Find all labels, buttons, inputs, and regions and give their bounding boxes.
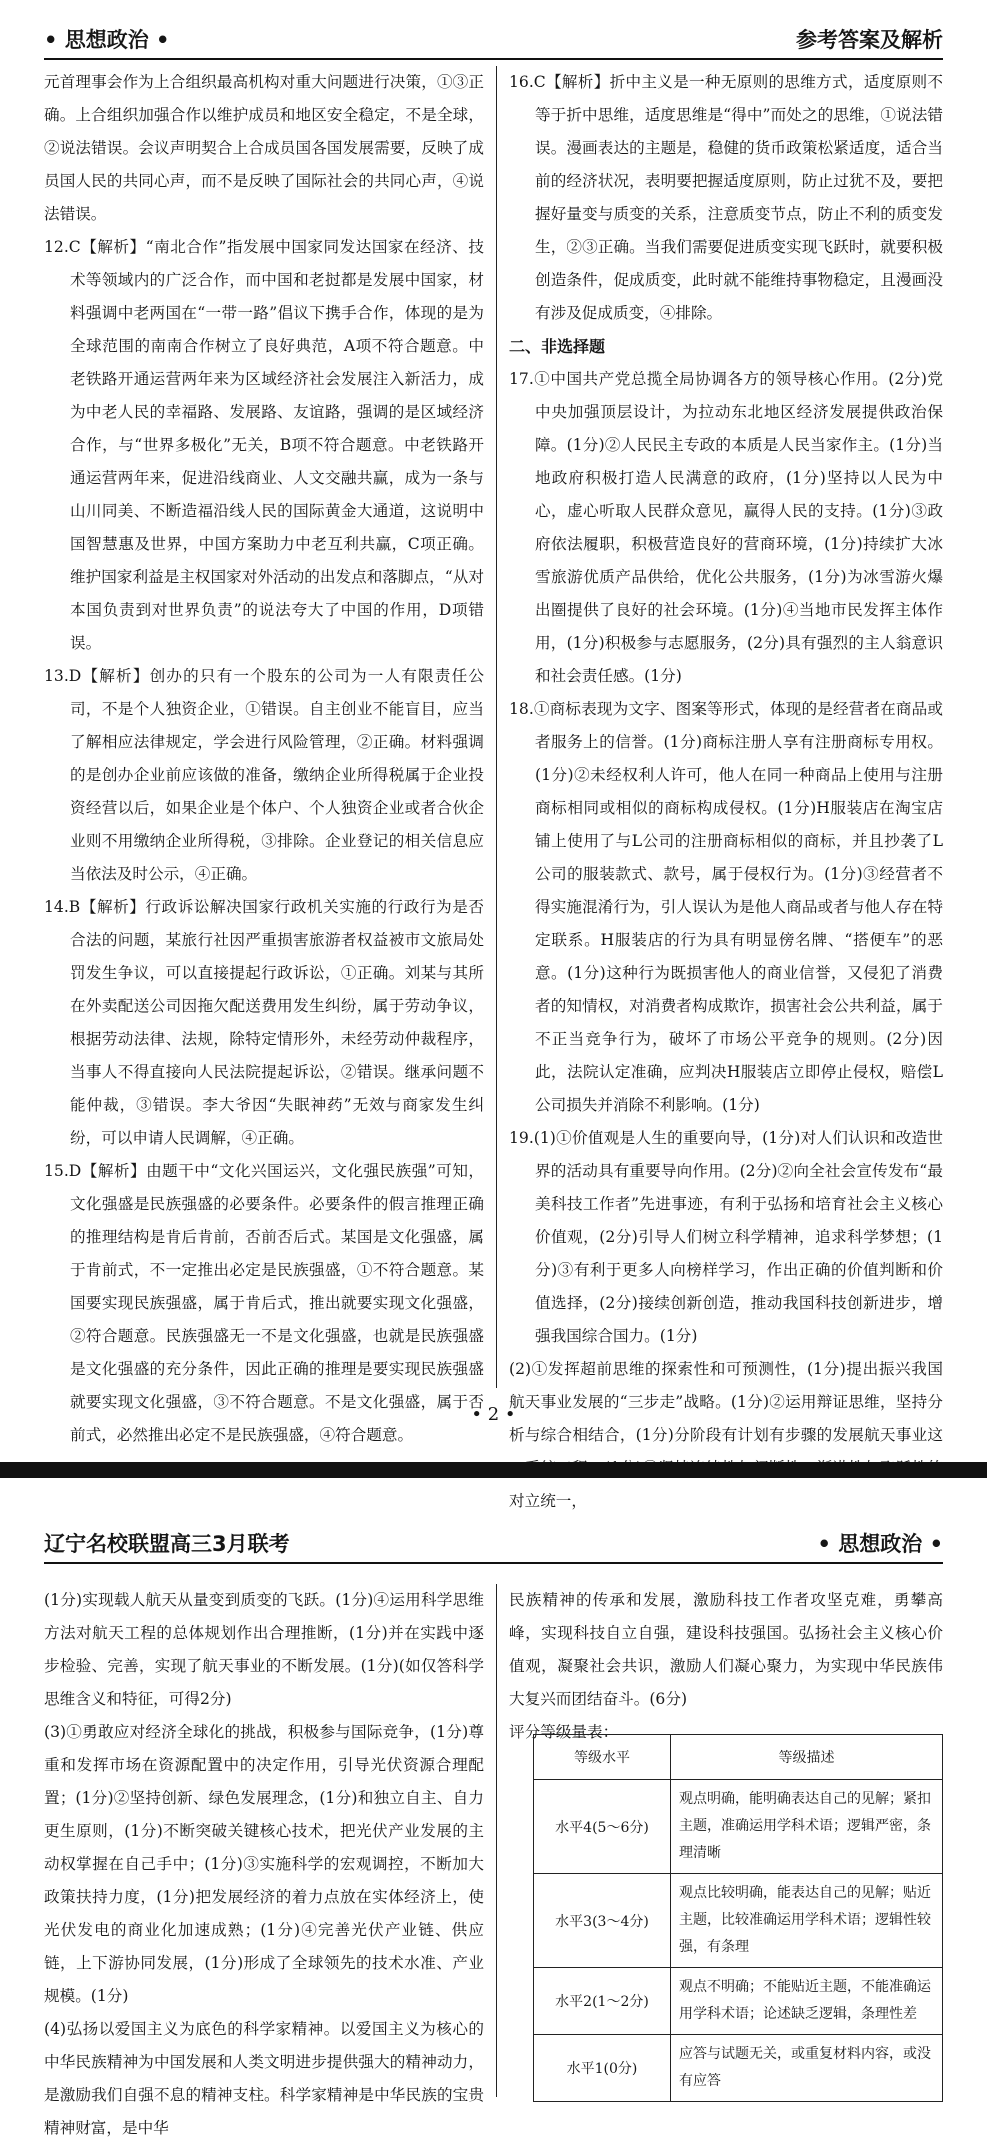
answer-19-part2: (2)①发挥超前思维的探索性和可预测性，(1分)提出振兴我国航天事业发展的“三步走”战略。(1分)②运用辩证思维，坚持分析与综合相结合，(1分)分阶段有计划有步骤的发展航天事业这 对立统一，: [509, 1360, 943, 1510]
answer-15: 15.D【解析】由题干中“文化兴国运兴，文化强民族强”可知，文化强盛是民族强盛的必要条件。必要条件的假言推理正确的推理结构是肯后肯前，否前否后式。某国是文化强盛，属于肯前式，不一定推出必定是民族强盛，①不符合题意。某国要实现民族强盛，属于肯后式，推出就要实现文化强盛，②符合题意。民族强盛无一不是文化强盛，也就是民族强盛是文化强盛的充分条件，因此正确的推理是要实现民族强盛就要实现文化强盛，③不符合题意。不是文化强盛，属于否前式，必然推出必定不是民族强盛，④符合题意。: [44, 1162, 484, 1444]
table-header-level: 等级水平: [534, 1735, 671, 1780]
section-heading-non-choice: 二、非选择题: [509, 337, 606, 356]
left-column-page3: [44, 1584, 484, 2137]
table-row: [534, 2035, 943, 2102]
level-cell: 水平2(1～2分): [534, 1968, 671, 2035]
page-header: [44, 1524, 943, 1564]
table-row: [534, 1968, 943, 2035]
exam-title: 辽宁名校联盟高三3月联考: [44, 1532, 290, 1556]
answer-13: 13.D【解析】创办的只有一个股东的公司为一人有限责任公司，不是个人独资企业，①错误。自主创业不能盲目，应当了解相应法律规定，学会进行风险管理，②正确。材料强调的是创办企业前应该做的准备，缴纳企业所得税属于企业投资经营以后，如果企业是个体户、个人独资企业或者合伙企业则不用缴纳企业所得税，③排除。企业登记的相关信息应当依法及时公示，④正确。: [44, 667, 484, 883]
grading-rubric-table: [533, 1734, 943, 2102]
subject-label: • 思想政治 •: [817, 1532, 943, 1556]
answer-11-continued: 元首理事会作为上合组织最高机构对重大问题进行决策，①③正确。上合组织加强合作以维护成员和地区安全稳定，不是全球，②说法错误。会议声明契合上合成员国各国发展需要，反映了成员国人民的共同心声，而不是反映了国际社会的共同心声，④说法错误。: [44, 73, 484, 223]
section-title: 参考答案及解析: [796, 28, 943, 52]
answer-19-part4: (4)弘扬以爱国主义为底色的科学家精神。以爱国主义为核心的中华民族精神为中国发展和人类文明进步提供强大的精神动力，是激励我们自强不息的精神支柱。科学家精神是中华民族的宝贵精神财富，是中华: [44, 2020, 484, 2137]
answer-12: 12.C【解析】“南北合作”指发展中国家同发达国家在经济、技术等领域内的广泛合作，而中国和老挝都是发展中国家，材料强调中老两国在“一带一路”倡议下携手合作，体现的是为全球范围的南南合作树立了良好典范，A项不符合题意。中老铁路开通运营两年来为区域经济社会发展注入新活力，成为中老人民的幸福路、发展路、友谊路，强调的是区域经济合作，与“世界多极化”无关，B项不符合题意。中老铁路开通运营两年来，促进沿线商业、人文交融共赢，成为一条与山川同美、不断造福沿线人民的国际黄金大通道，这说明中国智慧惠及世界，中国方案助力中老互利共赢，C项正确。维护国家利益是主权国家对外活动的出发点和落脚点，“从对本国负责到对世界负责”的说法夸大了中国的作用，D项错误。: [44, 238, 484, 652]
column-divider: [496, 66, 497, 1388]
answer-19-part4-continued: 民族精神的传承和发展，激励科技工作者攻坚克难，勇攀高峰，实现科技自立自强，建设科技强国。弘扬社会主义核心价值观，凝聚社会共识，激励人们凝心聚力，为实现中华民族伟大复兴而团结奋斗。(6分): [509, 1591, 943, 1708]
answer-19-part1: 19.(1)①价值观是人生的重要向导，(1分)对人们认识和改造世界的活动具有重要导向作用。(2分)②向全社会宣传发布“最美科技工作者”先进事迹，有利于弘扬和培育社会主义核心价值观，(2分)引导人们树立科学精神，追求科学梦想；(1分)③有利于更多人向榜样学习，作出正确的价值判断和价值选择，(2分)接续创新创造，推动我国科技创新进步，增强我国综合国力。(1分): [509, 1129, 943, 1345]
answer-16: 16.C【解析】折中主义是一种无原则的思维方式，适度原则不等于折中思维，适度思维是“得中”而处之的思维，①说法错误。漫画表达的主题是，稳健的货币政策松紧适度，适合当前的经济状况，表明要把握适度原则，防止过犹不及，要把握好量变与质变的关系，注意质变节点，防止不利的质变发生，②③正确。当我们需要促进质变实现飞跃时，就要积极创造条件，促成质变，此时就不能维持事物稳定，且漫画没有涉及促成质变，④排除。: [509, 73, 943, 322]
page-separator: [0, 1462, 987, 1478]
answer-19-part2-continued: (1分)实现载人航天从量变到质变的飞跃。(1分)④运用科学思维方法对航天工程的总体规划作出合理推断，(1分)并在实践中逐步检验、完善，实现了航天事业的不断发展。(1分)(如仅答科学思维含义和特征，可得2分): [44, 1591, 484, 1708]
description-cell: 观点比较明确，能表达自己的见解；贴近主题，比较准确运用学科术语；逻辑性较强，有条理: [671, 1874, 943, 1968]
table-header-row: [534, 1735, 943, 1780]
answer-14: 14.B【解析】行政诉讼解决国家行政机关实施的行政行为是否合法的问题，某旅行社因严重损害旅游者权益被市文旅局处罚发生争议，可以直接提起行政诉讼，①正确。刘某与其所在外卖配送公司因拖欠配送费用发生纠纷，属于劳动争议，根据劳动法律、法规，除特定情形外，未经劳动仲裁程序，当事人不得直接向人民法院提起诉讼，②错误。继承问题不能仲裁，③错误。李大爷因“失眠神药”无效与商家发生纠纷，可以申请人民调解，④正确。: [44, 898, 484, 1147]
right-column: [509, 66, 943, 1510]
level-cell: 水平3(3～4分): [534, 1874, 671, 1968]
description-cell: 观点不明确；不能贴近主题，不能准确运用学科术语；论述缺乏逻辑，条理性差: [671, 1968, 943, 2035]
column-divider: [496, 1584, 497, 2097]
page-header: [44, 20, 943, 60]
page-number: • 2 •: [471, 1404, 516, 1425]
level-cell: 水平1(0分): [534, 2035, 671, 2102]
left-column: [44, 66, 484, 1444]
level-cell: 水平4(5～6分): [534, 1780, 671, 1874]
description-cell: 应答与试题无关，或重复材料内容，或没有应答: [671, 2035, 943, 2102]
answer-19-part3: (3)①勇敢应对经济全球化的挑战，积极参与国际竞争，(1分)尊重和发挥市场在资源配置中的决定作用，引导光伏资源合理配置；(1分)②坚持创新、绿色发展理念，(1分)和独立自主、自力更生原则，(1分)不断突破关键核心技术，把光伏产业发展的主动权掌握在自己手中；(1分)③实施科学的宏观调控，不断加大政策扶持力度，(1分)把发展经济的着力点放在实体经济上，使光伏发电的商业化加速成熟；(1分)④完善光伏产业链、供应链，上下游协同发展，(1分)形成了全球领先的技术水准、产业规模。(1分): [44, 1723, 484, 2005]
description-cell: 观点明确，能明确表达自己的见解；紧扣主题，准确运用学科术语；逻辑严密，条理清晰: [671, 1780, 943, 1874]
subject-label: • 思想政治 •: [44, 28, 170, 52]
answer-17: 17.①中国共产党总揽全局协调各方的领导核心作用。(2分)党中央加强顶层设计，为拉动东北地区经济发展提供政治保障。(1分)②人民民主专政的本质是人民当家作主。(1分)当地政府积极打造人民满意的政府，(1分)坚持以人民为中心，虚心听取人民群众意见，赢得人民的支持。(1分)③政府依法履职，积极营造良好的营商环境，(1分)持续扩大冰雪旅游优质产品供给，优化公共服务，(1分)为冰雪游火爆出圈提供了良好的社会环境。(1分)④当地市民发挥主体作用，(1分)积极参与志愿服务，(2分)具有强烈的主人翁意识和社会责任感。(1分): [509, 370, 943, 685]
table-header-description: 等级描述: [671, 1735, 943, 1780]
rubric-label: 评分等级量表：: [509, 1723, 619, 1741]
answer-18: 18.①商标表现为文字、图案等形式，体现的是经营者在商品或者服务上的信誉。(1分)商标注册人享有注册商标专用权。(1分)②未经权利人许可，他人在同一种商品上使用与注册商标相同或相似的商标构成侵权。(1分)H服装店在淘宝店铺上使用了与L公司的注册商标相似的商标，并且抄袭了L公司的服装款式、款号，属于侵权行为。(1分)③经营者不得实施混淆行为，引人误认为是他人商品或者与他人存在特定联系。H服装店的行为具有明显傍名牌、“搭便车”的恶意。(1分)这种行为既损害他人的商业信誉，又侵犯了消费者的知情权，对消费者构成欺诈，损害社会公共利益，属于不正当竞争行为，破坏了市场公平竞争的规则。(2分)因此，法院认定准确，应判决H服装店立即停止侵权，赔偿L公司损失并消除不利影响。(1分): [509, 700, 943, 1114]
table-row: [534, 1780, 943, 1874]
table-row: [534, 1874, 943, 1968]
